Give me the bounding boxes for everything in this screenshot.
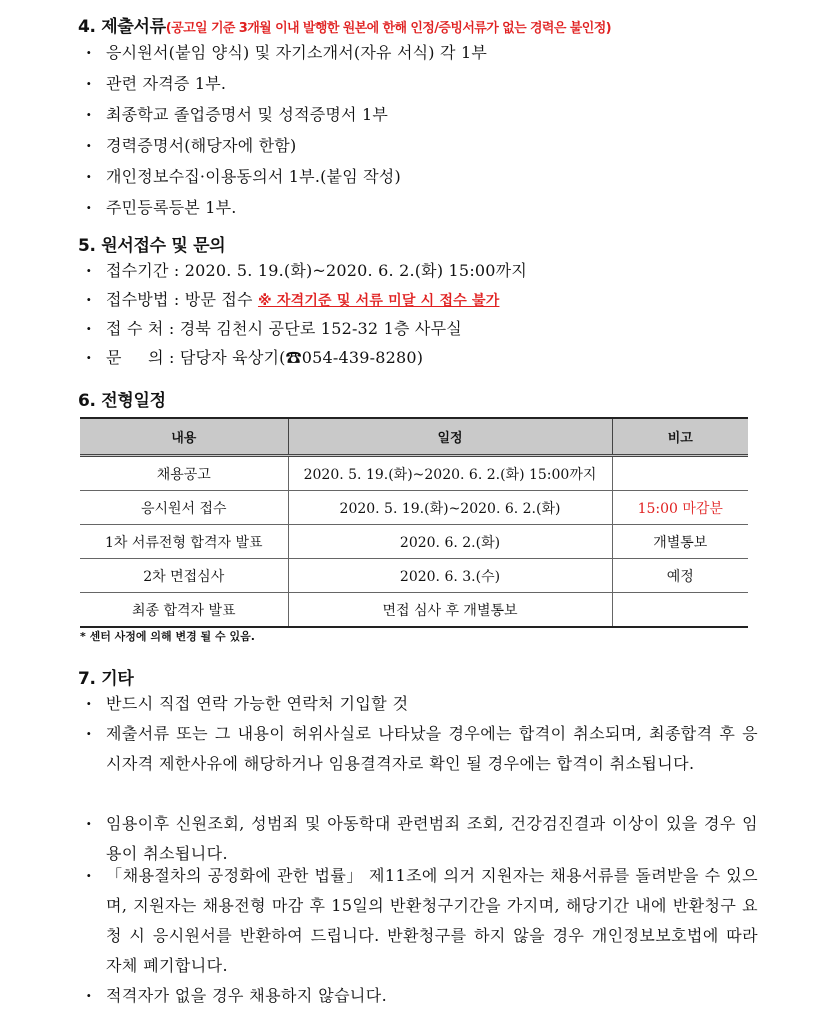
table-row bbox=[80, 491, 748, 525]
section-4-note: (공고일 기준 3개월 이내 발행한 원본에 한해 인정/증빙서류가 없는 경력은 불인정) bbox=[165, 21, 611, 36]
cell-remark: 15:00 마감분 bbox=[612, 491, 748, 525]
list-item: · 접수기간 : 2020. 5. 19.(화)~2020. 6. 2.(화) 15:00까지 bbox=[86, 261, 527, 280]
bullet-dot-icon: · bbox=[86, 694, 92, 713]
section-7-heading: 7. 기타 bbox=[78, 669, 134, 689]
cell-content: 채용공고 bbox=[80, 456, 288, 491]
list-item: · 접 수 처 : 경북 김천시 공단로 152-32 1층 사무실 bbox=[86, 319, 462, 338]
cell-content: 최종 합격자 발표 bbox=[80, 593, 288, 628]
table-row bbox=[80, 559, 748, 593]
list-item: · 적격자가 없을 경우 채용하지 않습니다. bbox=[86, 981, 758, 1011]
table-row bbox=[80, 593, 748, 628]
list-item: · 「채용절차의 공정화에 관한 법률」 제11조에 의거 지원자는 채용서류를 돌려받을 수 있으며, 지원자는 채용전형 마감 후 15일의 반환청구기간을 가지며, 해당기간 내에 반환청구 요청 시 응시원서를 반환하여 드립니다. 반환청구를 하지 않을 경우 개인정보보호법에 따라 자체 폐기합니다. bbox=[86, 861, 758, 981]
list-item: · 최종학교 졸업증명서 및 성적증명서 1부 bbox=[86, 105, 389, 124]
bullet-dot-icon: · bbox=[86, 319, 92, 338]
cell-remark bbox=[612, 456, 748, 491]
cell-schedule: 면접 심사 후 개별통보 bbox=[288, 593, 612, 628]
bullet-dot-icon: · bbox=[86, 74, 92, 93]
column-header-remark: 비고 bbox=[612, 418, 748, 456]
schedule-footnote: * 센터 사정에 의해 변경 될 수 있음. bbox=[80, 630, 255, 643]
cell-content: 2차 면접심사 bbox=[80, 559, 288, 593]
list-item: · 접수방법 : 방문 접수 ※ 자격기준 및 서류 미달 시 접수 불가 bbox=[86, 290, 500, 309]
cell-remark: 개별통보 bbox=[612, 525, 748, 559]
list-item: · 주민등록등본 1부. bbox=[86, 198, 237, 217]
bullet-dot-icon: · bbox=[86, 43, 92, 62]
cell-content: 응시원서 접수 bbox=[80, 491, 288, 525]
list-item: · 반드시 직접 연락 가능한 연락처 기입할 것 bbox=[86, 689, 758, 719]
column-header-content: 내용 bbox=[80, 418, 288, 456]
cell-content: 1차 서류전형 합격자 발표 bbox=[80, 525, 288, 559]
table-header-row bbox=[80, 418, 748, 456]
list-item: · 경력증명서(해당자에 한함) bbox=[86, 136, 297, 155]
section-5-heading: 5. 원서접수 및 문의 bbox=[78, 236, 226, 256]
table-row bbox=[80, 456, 748, 491]
bullet-dot-icon: · bbox=[86, 198, 92, 217]
cell-schedule: 2020. 6. 2.(화) bbox=[288, 525, 612, 559]
schedule-table bbox=[80, 417, 748, 628]
cell-schedule: 2020. 6. 3.(수) bbox=[288, 559, 612, 593]
section-4-heading bbox=[78, 12, 611, 37]
column-header-schedule: 일정 bbox=[288, 418, 612, 456]
list-item: · 관련 자격증 1부. bbox=[86, 74, 227, 93]
bullet-dot-icon: · bbox=[86, 348, 92, 367]
cell-remark: 예정 bbox=[612, 559, 748, 593]
list-item: · 제출서류 또는 그 내용이 허위사실로 나타났을 경우에는 합격이 취소되며, 최종합격 후 응시자격 제한사유에 해당하거나 임용결격자로 확인 될 경우에는 합격이 취소됩니다. bbox=[86, 719, 758, 779]
bullet-dot-icon: · bbox=[86, 866, 92, 885]
submission-warning: ※ 자격기준 및 서류 미달 시 접수 불가 bbox=[257, 293, 500, 309]
bullet-dot-icon: · bbox=[86, 105, 92, 124]
bullet-dot-icon: · bbox=[86, 724, 92, 743]
list-item: · 문 의 : 담당자 육상기(☎054-439-8280) bbox=[86, 348, 424, 367]
bullet-dot-icon: · bbox=[86, 814, 92, 833]
list-item: · 임용이후 신원조회, 성범죄 및 아동학대 관련범죄 조회, 건강검진결과 이상이 있을 경우 임용이 취소됩니다. bbox=[86, 809, 758, 869]
bullet-dot-icon: · bbox=[86, 261, 92, 280]
section-6-heading: 6. 전형일정 bbox=[78, 391, 166, 411]
bullet-dot-icon: · bbox=[86, 290, 92, 309]
section-4-title: 4. 제출서류 bbox=[78, 17, 166, 37]
cell-remark bbox=[612, 593, 748, 628]
list-item: · 응시원서(붙임 양식) 및 자기소개서(자유 서식) 각 1부 bbox=[86, 43, 487, 62]
cell-schedule: 2020. 5. 19.(화)~2020. 6. 2.(화) bbox=[288, 491, 612, 525]
bullet-dot-icon: · bbox=[86, 167, 92, 186]
cell-schedule: 2020. 5. 19.(화)~2020. 6. 2.(화) 15:00까지 bbox=[288, 456, 612, 491]
list-item: · 개인정보수집·이용동의서 1부.(붙임 작성) bbox=[86, 167, 401, 186]
bullet-dot-icon: · bbox=[86, 136, 92, 155]
bullet-dot-icon: · bbox=[86, 986, 92, 1005]
table-row bbox=[80, 525, 748, 559]
